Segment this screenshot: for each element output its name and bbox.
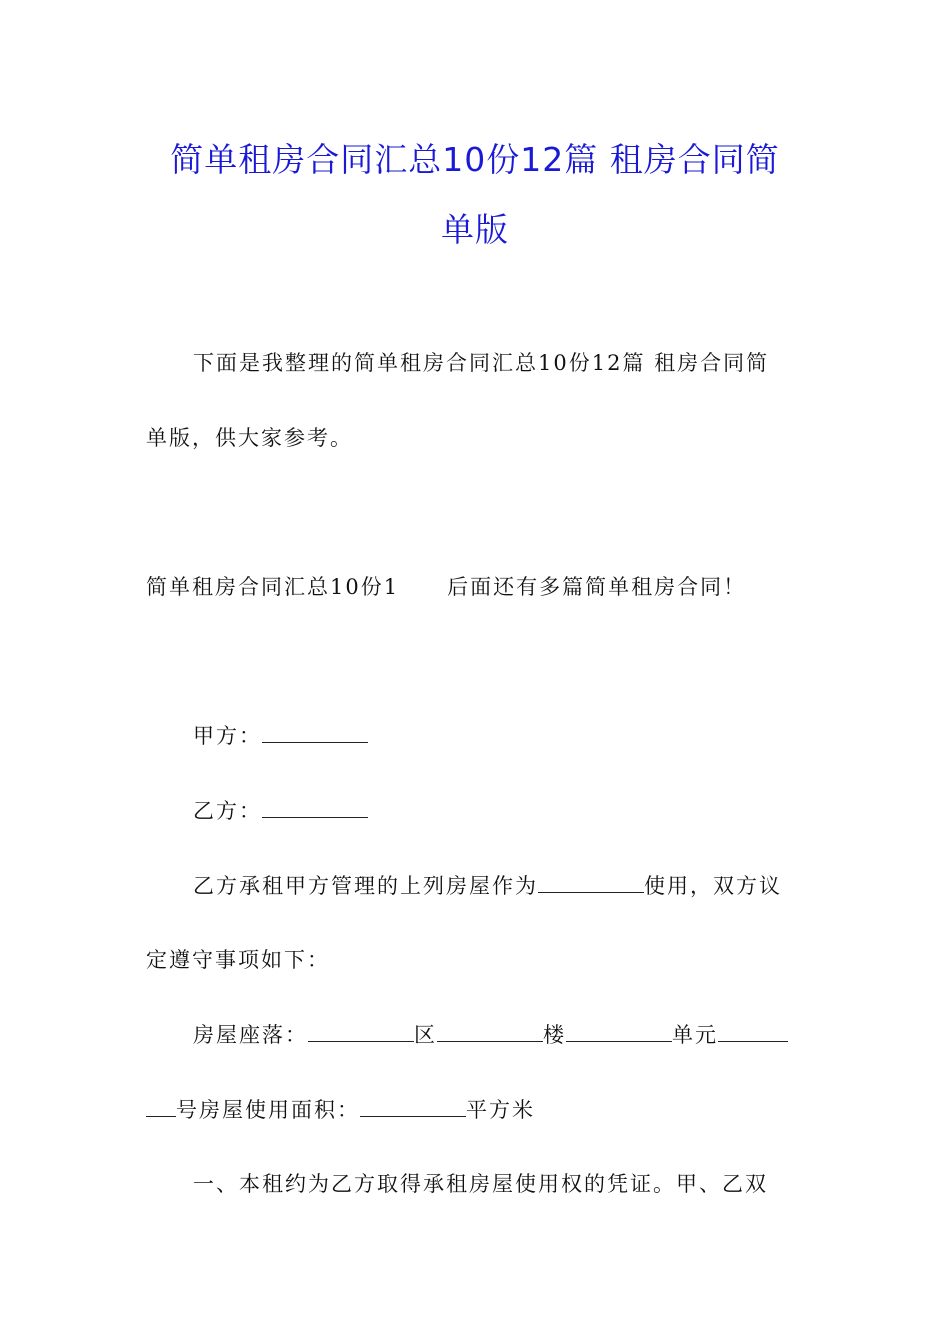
document-title-line-2: 单版 (441, 210, 509, 249)
section-heading-row (146, 571, 746, 601)
address-row (193, 1019, 788, 1049)
intro-paragraph-line-1: 下面是我整理的简单租房合同汇总10份12篇 租房合同简 (193, 351, 770, 375)
unit-label: 单元 (672, 1023, 718, 1047)
building-label: 楼 (543, 1023, 566, 1047)
party-b-label: 乙方： (193, 799, 262, 823)
area-blank (360, 1098, 466, 1117)
unit-blank (718, 1023, 788, 1042)
address-label: 房屋座落： (193, 1023, 308, 1047)
clause-1-line-1: 一、本租约为乙方取得承租房屋使用权的凭证。甲、乙双 (193, 1172, 768, 1196)
intro-paragraph-line-2: 单版，供大家参考。 (146, 426, 353, 450)
paragraph-1-line-1 (193, 870, 782, 900)
section-heading: 简单租房合同汇总10份1 (146, 575, 400, 599)
party-a-label: 甲方： (193, 724, 262, 748)
building-blank (566, 1023, 672, 1042)
address-blank (308, 1023, 414, 1042)
sqm-label: 平方米 (466, 1098, 535, 1122)
party-a-blank (262, 724, 368, 743)
district-blank (437, 1023, 543, 1042)
paragraph-1-line-2: 定遵守事项如下： (146, 948, 330, 972)
room-area-label: 号房屋使用面积： (176, 1098, 360, 1122)
party-b-row (193, 795, 368, 825)
usage-blank (538, 874, 644, 893)
area-row (146, 1094, 535, 1124)
party-a-row (193, 720, 368, 750)
para1-text-b: 使用，双方议 (644, 874, 782, 898)
district-label: 区 (414, 1023, 437, 1047)
section-note: 后面还有多篇简单租房合同！ (447, 575, 747, 599)
document-title-line-1: 简单租房合同汇总10份12篇 租房合同简 (170, 140, 780, 179)
party-b-blank (262, 799, 368, 818)
para1-text-a: 乙方承租甲方管理的上列房屋作为 (193, 874, 538, 898)
room-blank (146, 1098, 176, 1117)
